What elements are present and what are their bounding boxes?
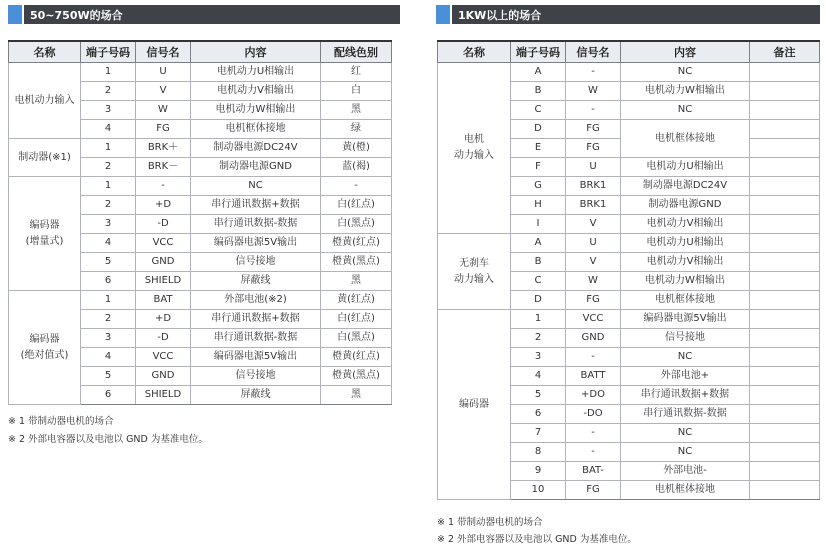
signal-cell: GND — [136, 253, 191, 272]
note-cell — [750, 443, 820, 462]
terminal-cell: 6 — [81, 386, 136, 405]
signal-cell: BATT — [566, 367, 621, 386]
table-row — [9, 139, 392, 158]
content-cell: 编码器电源5V输出 — [621, 310, 750, 329]
table-row — [438, 310, 820, 329]
note-cell: 白(红点) — [321, 196, 392, 215]
column-header: 名称 — [9, 41, 81, 63]
signal-cell: U — [566, 158, 621, 177]
terminal-cell: 10 — [511, 481, 566, 500]
note-cell — [750, 291, 820, 310]
signal-cell: +DO — [566, 386, 621, 405]
content-cell: 电机动力U相输出 — [191, 63, 321, 82]
terminal-cell: 4 — [81, 348, 136, 367]
group-name-cell — [438, 234, 511, 310]
group-name-line: (绝对值式) — [20, 349, 69, 361]
group-name-line: 制动器(※1) — [18, 151, 71, 163]
signal-cell: FG — [566, 291, 621, 310]
terminal-cell: A — [511, 234, 566, 253]
terminal-cell: 1 — [81, 291, 136, 310]
signal-cell: SHIELD — [136, 272, 191, 291]
terminal-cell: A — [511, 63, 566, 82]
column-header: 端子号码 — [511, 41, 566, 63]
content-cell: 电机框体接地 — [621, 481, 750, 500]
left-pin-table — [8, 40, 392, 405]
column-header: 内容 — [191, 41, 321, 63]
terminal-cell: 4 — [81, 234, 136, 253]
terminal-cell: B — [511, 253, 566, 272]
note-cell: 黑 — [321, 101, 392, 120]
signal-cell: FG — [136, 120, 191, 139]
content-cell: 制动器电源DC24V — [621, 177, 750, 196]
note-cell: 橙黄(黑点) — [321, 367, 392, 386]
note-cell — [750, 158, 820, 177]
content-cell: 外部电池- — [621, 462, 750, 481]
content-cell: 电机动力W相输出 — [191, 101, 321, 120]
signal-cell: GND — [566, 329, 621, 348]
terminal-cell: 1 — [511, 310, 566, 329]
terminal-cell: 1 — [81, 63, 136, 82]
note-cell — [750, 386, 820, 405]
signal-cell: - — [566, 348, 621, 367]
column-header: 配线色别 — [321, 41, 392, 63]
content-cell: 信号接地 — [621, 329, 750, 348]
note-cell — [750, 348, 820, 367]
group-name-cell — [9, 139, 81, 177]
left-note-1: ※ 1 带制动器电机的场合 — [8, 416, 114, 427]
terminal-cell: C — [511, 272, 566, 291]
signal-cell: FG — [566, 120, 621, 139]
signal-cell: - — [566, 443, 621, 462]
terminal-cell: 3 — [81, 215, 136, 234]
right-pin-table — [437, 40, 820, 500]
terminal-cell: F — [511, 158, 566, 177]
note-cell — [750, 196, 820, 215]
note-cell — [750, 272, 820, 291]
terminal-cell: 2 — [81, 82, 136, 101]
note-cell: 黑 — [321, 386, 392, 405]
group-name-cell — [9, 177, 81, 291]
left-section-header — [8, 5, 400, 24]
terminal-cell: 4 — [81, 120, 136, 139]
group-name-cell — [9, 63, 81, 139]
content-cell: 电机动力U相输出 — [621, 158, 750, 177]
signal-cell: - — [566, 101, 621, 120]
note-cell: 橙黄(红点) — [321, 348, 392, 367]
signal-cell: GND — [136, 367, 191, 386]
terminal-cell: E — [511, 139, 566, 158]
content-cell: 外部电池+ — [621, 367, 750, 386]
content-cell: NC — [621, 424, 750, 443]
terminal-cell: 6 — [511, 405, 566, 424]
column-header: 名称 — [438, 41, 511, 63]
note-cell — [750, 139, 820, 158]
group-name-line: 电机 — [464, 134, 484, 145]
signal-cell: -D — [136, 215, 191, 234]
terminal-cell: 3 — [511, 348, 566, 367]
terminal-cell: 5 — [511, 386, 566, 405]
group-name-line: 动力输入 — [454, 273, 494, 285]
note-cell — [750, 63, 820, 82]
terminal-cell: 1 — [81, 177, 136, 196]
terminal-cell: 1 — [81, 139, 136, 158]
signal-cell: BRK1 — [566, 196, 621, 215]
terminal-cell: H — [511, 196, 566, 215]
note-cell: 红 — [321, 63, 392, 82]
group-name-line: 无刹车 — [459, 257, 489, 269]
note-cell: 黄(橙) — [321, 139, 392, 158]
note-cell — [750, 310, 820, 329]
terminal-cell: D — [511, 120, 566, 139]
terminal-cell: 2 — [81, 310, 136, 329]
note-cell: 白(黑点) — [321, 215, 392, 234]
table-row — [438, 63, 820, 82]
terminal-cell: 3 — [81, 101, 136, 120]
signal-cell: VCC — [136, 234, 191, 253]
terminal-cell: 5 — [81, 367, 136, 386]
content-cell: 串行通讯数据-数据 — [621, 405, 750, 424]
signal-cell: FG — [566, 481, 621, 500]
note-cell: 蓝(褐) — [321, 158, 392, 177]
signal-cell: SHIELD — [136, 386, 191, 405]
note-cell: 橙黄(黑点) — [321, 253, 392, 272]
content-cell: 电机框体接地 — [191, 120, 321, 139]
content-cell: 电机动力V相输出 — [621, 253, 750, 272]
column-header: 信号名 — [136, 41, 191, 63]
right-section-title: 1KW以上的场合 — [452, 5, 820, 24]
content-cell: 串行通讯数据-数据 — [191, 215, 321, 234]
column-header: 内容 — [621, 41, 750, 63]
terminal-cell: 4 — [511, 367, 566, 386]
signal-cell: V — [136, 82, 191, 101]
terminal-cell: I — [511, 215, 566, 234]
signal-cell: BRK＋ — [136, 139, 191, 158]
terminal-cell: D — [511, 291, 566, 310]
content-cell: 串行通讯数据+数据 — [191, 196, 321, 215]
group-name-line: 编码器 — [459, 398, 489, 410]
content-cell: NC — [191, 177, 321, 196]
note-cell — [750, 101, 820, 120]
signal-cell: U — [566, 234, 621, 253]
note-cell — [750, 329, 820, 348]
content-cell: NC — [621, 101, 750, 120]
content-cell: 电机动力V相输出 — [621, 215, 750, 234]
note-cell — [750, 120, 820, 139]
content-cell: 制动器电源DC24V — [191, 139, 321, 158]
note-cell — [750, 424, 820, 443]
column-header: 备注 — [750, 41, 820, 63]
right-section-header — [436, 5, 820, 24]
content-cell: NC — [621, 443, 750, 462]
content-cell: 外部电池(※2) — [191, 291, 321, 310]
signal-cell: FG — [566, 139, 621, 158]
signal-cell: +D — [136, 196, 191, 215]
terminal-cell: 2 — [81, 158, 136, 177]
signal-cell: VCC — [136, 348, 191, 367]
note-cell — [750, 405, 820, 424]
signal-cell: -D — [136, 329, 191, 348]
left-note-2: ※ 2 外部电容器以及电池以 GND 为基准电位。 — [8, 434, 208, 445]
column-header: 端子号码 — [81, 41, 136, 63]
content-cell: 串行通讯数据+数据 — [621, 386, 750, 405]
signal-cell: W — [566, 82, 621, 101]
signal-cell: - — [566, 424, 621, 443]
group-name-cell — [438, 63, 511, 234]
table-row — [9, 177, 392, 196]
content-cell: NC — [621, 348, 750, 367]
signal-cell: - — [566, 63, 621, 82]
note-cell: 绿 — [321, 120, 392, 139]
group-name-cell — [9, 291, 81, 405]
note-cell — [750, 234, 820, 253]
signal-cell: - — [136, 177, 191, 196]
signal-cell: V — [566, 215, 621, 234]
column-header: 信号名 — [566, 41, 621, 63]
signal-cell: BAT — [136, 291, 191, 310]
terminal-cell: 8 — [511, 443, 566, 462]
group-name-line: 编码器 — [29, 219, 60, 231]
content-cell: 信号接地 — [191, 367, 321, 386]
terminal-cell: B — [511, 82, 566, 101]
note-cell: 黄(红点) — [321, 291, 392, 310]
signal-cell: BAT- — [566, 462, 621, 481]
content-cell: 电机动力U相输出 — [621, 234, 750, 253]
content-cell: 编码器电源5V输出 — [191, 348, 321, 367]
content-cell: 串行通讯数据-数据 — [191, 329, 321, 348]
content-cell: 电机动力V相输出 — [191, 82, 321, 101]
terminal-cell: 2 — [81, 196, 136, 215]
note-cell: 黑 — [321, 272, 392, 291]
group-name-cell — [438, 310, 511, 500]
terminal-cell: 2 — [511, 329, 566, 348]
terminal-cell: G — [511, 177, 566, 196]
content-cell: 屏蔽线 — [191, 272, 321, 291]
content-cell: 屏蔽线 — [191, 386, 321, 405]
content-cell: NC — [621, 63, 750, 82]
note-cell — [750, 253, 820, 272]
note-cell — [750, 481, 820, 500]
note-cell — [750, 462, 820, 481]
signal-cell: W — [136, 101, 191, 120]
table-row — [9, 291, 392, 310]
terminal-cell: 9 — [511, 462, 566, 481]
content-cell: 编码器电源5V输出 — [191, 234, 321, 253]
terminal-cell: C — [511, 101, 566, 120]
left-section-title: 50~750W的场合 — [24, 5, 400, 24]
signal-cell: +D — [136, 310, 191, 329]
group-name-line: 编码器 — [29, 333, 60, 345]
group-name-line: (增量式) — [25, 235, 64, 247]
section-marker — [436, 5, 450, 24]
group-name-line: 电机动力输入 — [14, 94, 75, 106]
content-cell: 制动器电源GND — [621, 196, 750, 215]
signal-cell: -DO — [566, 405, 621, 424]
section-marker — [8, 5, 22, 24]
right-note-2: ※ 2 外部电容器以及电池以 GND 为基准电位。 — [437, 534, 637, 545]
note-cell — [750, 177, 820, 196]
note-cell — [750, 82, 820, 101]
table-row — [438, 234, 820, 253]
signal-cell: VCC — [566, 310, 621, 329]
note-cell: 白 — [321, 82, 392, 101]
signal-cell: U — [136, 63, 191, 82]
content-cell: 信号接地 — [191, 253, 321, 272]
signal-cell: V — [566, 253, 621, 272]
table-row — [9, 63, 392, 82]
note-cell — [750, 215, 820, 234]
content-cell: 制动器电源GND — [191, 158, 321, 177]
signal-cell: BRK－ — [136, 158, 191, 177]
content-cell: 电机框体接地 — [621, 120, 750, 158]
note-cell — [750, 367, 820, 386]
content-cell: 串行通讯数据+数据 — [191, 310, 321, 329]
note-cell: 白(红点) — [321, 310, 392, 329]
note-cell: 白(黑点) — [321, 329, 392, 348]
note-cell: - — [321, 177, 392, 196]
signal-cell: W — [566, 272, 621, 291]
group-name-line: 动力输入 — [454, 150, 494, 161]
content-cell: 电机动力W相输出 — [621, 82, 750, 101]
content-cell: 电机动力W相输出 — [621, 272, 750, 291]
content-cell: 电机框体接地 — [621, 291, 750, 310]
terminal-cell: 7 — [511, 424, 566, 443]
terminal-cell: 3 — [81, 329, 136, 348]
signal-cell: BRK1 — [566, 177, 621, 196]
terminal-cell: 6 — [81, 272, 136, 291]
right-note-1: ※ 1 带制动器电机的场合 — [437, 517, 543, 528]
terminal-cell: 5 — [81, 253, 136, 272]
note-cell: 橙黄(红点) — [321, 234, 392, 253]
